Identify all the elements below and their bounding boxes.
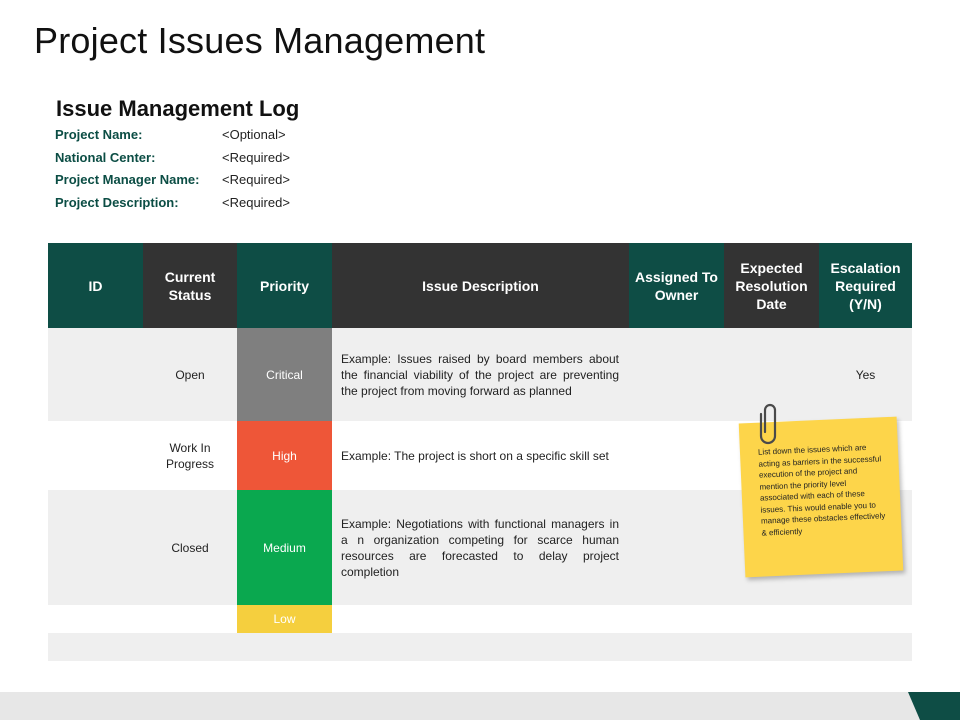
slide-title: Project Issues Management xyxy=(34,20,486,61)
project-manager-label: Project Manager Name: xyxy=(55,172,200,187)
header-escalation: Escalation Required (Y/N) xyxy=(819,243,912,328)
priority-high: High xyxy=(237,421,332,490)
cell-id xyxy=(48,421,143,490)
cell-description: Example: Issues raised by board members about the financial viability of the project are preventing the project from moving forward as planned xyxy=(341,351,619,398)
national-center-value: <Required> xyxy=(222,149,290,165)
sticky-note-text: List down the issues which are acting as barriers in the successful execution of the project and mention the priority level associated with each of these issues. This would enable you to manage these obstacles effectively & efficiently xyxy=(757,442,886,538)
header-assigned-owner: Assigned To Owner xyxy=(629,243,724,328)
cell-owner xyxy=(629,328,724,421)
header-resolution-date: Expected Resolution Date xyxy=(724,243,819,328)
cell-escalation xyxy=(819,605,912,633)
cell-status: Work In Progress xyxy=(165,440,215,471)
paperclip-icon xyxy=(756,402,784,446)
project-name-label: Project Name: xyxy=(55,127,143,142)
priority-low: Low xyxy=(237,605,332,633)
cell-escalation: Yes xyxy=(855,367,876,382)
header-id: ID xyxy=(48,243,143,328)
project-description-label: Project Description: xyxy=(55,194,179,210)
cell-status xyxy=(143,605,237,633)
cell-status: Open xyxy=(175,367,205,382)
log-title: Issue Management Log xyxy=(56,96,300,121)
cell-description: Example: Negotiations with functional managers in a n organization competing for scarce human resources are forecasted to delay project completion xyxy=(341,516,619,579)
header-priority: Priority xyxy=(237,243,332,328)
priority-critical: Critical xyxy=(237,328,332,421)
header-current-status: Current Status xyxy=(143,243,237,328)
header-issue-description: Issue Description xyxy=(332,243,629,328)
cell-description: Example: The project is short on a specific skill set xyxy=(341,448,609,463)
priority-medium: Medium xyxy=(237,490,332,605)
table-row-empty xyxy=(48,633,912,661)
cell-description xyxy=(332,605,629,633)
table-header xyxy=(48,243,912,328)
cell-id xyxy=(48,328,143,421)
cell-id xyxy=(48,605,143,633)
cell-owner xyxy=(629,490,724,605)
project-description-value: <Required> xyxy=(222,194,290,210)
national-center-label: National Center: xyxy=(55,149,156,165)
table-row xyxy=(48,605,912,633)
cell-id xyxy=(48,490,143,605)
cell-owner xyxy=(629,605,724,633)
footer-band xyxy=(0,692,960,720)
project-name-value: <Optional> xyxy=(222,127,286,142)
cell-status: Closed xyxy=(171,540,209,555)
cell-date xyxy=(724,605,819,633)
project-manager-value: <Required> xyxy=(222,172,290,187)
cell-owner xyxy=(629,421,724,490)
